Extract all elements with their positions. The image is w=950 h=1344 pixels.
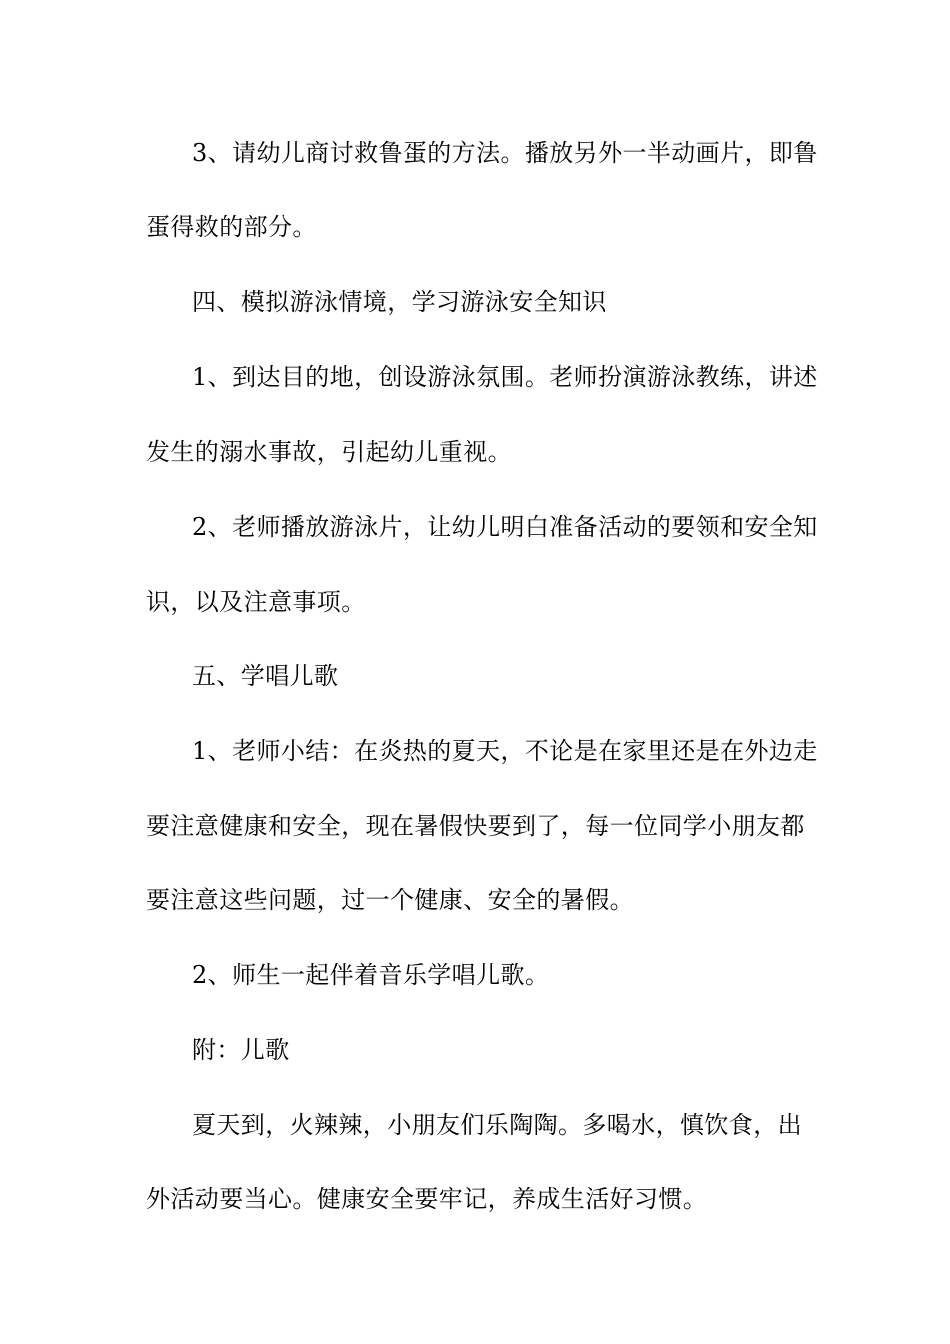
paragraph-line: 2、老师播放游泳片，让幼儿明白准备活动的要领和安全知 — [192, 513, 818, 541]
paragraph-line: 要注意健康和安全，现在暑假快要到了，每一位同学小朋友都 — [146, 812, 805, 840]
section-heading: 四、模拟游泳情境，学习游泳安全知识 — [192, 288, 607, 316]
paragraph-line: 外活动要当心。健康安全要牢记，养成生活好习惯。 — [146, 1185, 708, 1213]
section-heading: 五、学唱儿歌 — [192, 662, 339, 690]
section-heading: 附：儿歌 — [192, 1036, 290, 1064]
paragraph-line: 夏天到，火辣辣，小朋友们乐陶陶。多喝水，慎饮食，出 — [192, 1111, 802, 1139]
paragraph-line: 识，以及注意事项。 — [146, 588, 366, 616]
paragraph-line: 1、到达目的地，创设游泳氛围。老师扮演游泳教练，讲述 — [192, 363, 818, 391]
paragraph-line: 3、请幼儿商讨救鲁蛋的方法。播放另外一半动画片，即鲁 — [192, 139, 818, 167]
paragraph-line: 2、师生一起伴着音乐学唱儿歌。 — [192, 961, 550, 989]
paragraph-line: 蛋得救的部分。 — [146, 213, 317, 241]
paragraph-line: 发生的溺水事故，引起幼儿重视。 — [146, 438, 512, 466]
paragraph-line: 要注意这些问题，过一个健康、安全的暑假。 — [146, 886, 634, 914]
paragraph-line: 1、老师小结：在炎热的夏天，不论是在家里还是在外边走 — [192, 737, 818, 765]
